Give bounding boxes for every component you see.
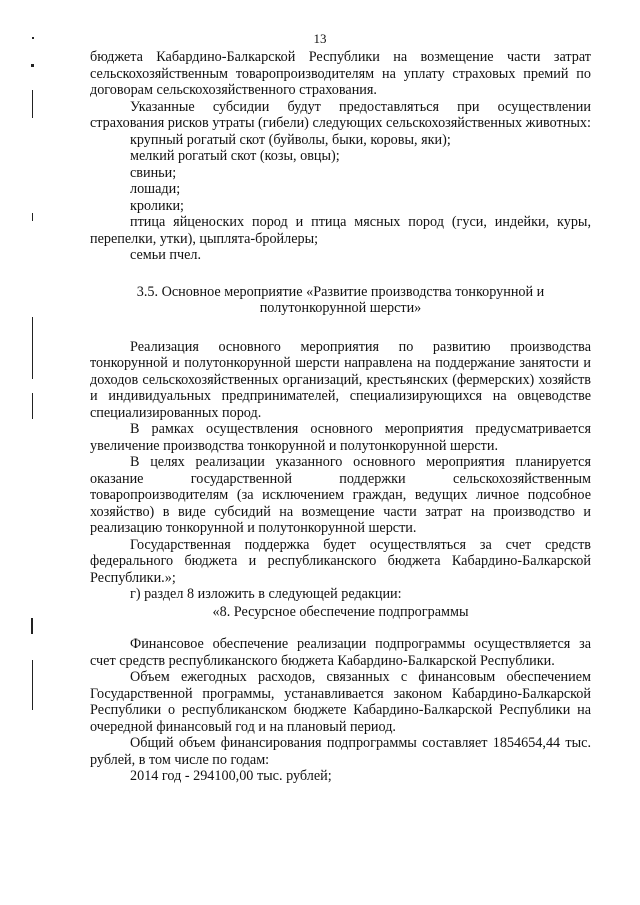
paragraph: Общий объем финансирования подпрограммы составляет 1854654,44 тыс. рублей, в том числе по годам:	[90, 735, 591, 768]
paragraph: В рамках осуществления основного мероприятия предусматривается увеличение производства тонкорунной и полутонкорунной шерсти.	[90, 421, 591, 454]
document-body	[90, 49, 591, 785]
scan-mark	[32, 393, 33, 419]
paragraph: В целях реализации указанного основного мероприятия планируется оказание государственной поддержки сельскохозяйственным товаропроизводителям (за исключением граждан, ведущих личное подсобное хозяйство) в виде субсидий на возмещение части затрат на производство и реализацию тонкорунной и полутонкорунной шерсти.	[90, 454, 591, 536]
scan-mark	[31, 618, 33, 634]
list-item: кролики;	[130, 197, 184, 214]
paragraph: Финансовое обеспечение реализации подпрограммы осуществляется за счет средств республиканского бюджета Кабардино-Балкарской Республики.	[90, 636, 591, 669]
scan-mark	[32, 317, 33, 379]
list-item: семьи пчел.	[130, 247, 202, 263]
paragraph: Реализация основного мероприятия по развитию производства тонкорунной и полутонкорунной шерсти направлена на поддержание занятости и доходов сельскохозяйственных организаций, крестьянских (фермерских) хозяйств и индивидуальных предпринимателей, специализирующихся на овцеводстве специализированных пород.	[90, 338, 591, 421]
list-item: птица яйценоских пород и птица мясных пород (гуси, индейки, куры, перепелки, утки), цыплята-бройлеры;	[90, 214, 591, 247]
paragraph: бюджета Кабардино-Балкарской Республики на возмещение части затрат сельскохозяйственным товаропроизводителям на уплату страховых премий по договорам сельскохозяйственного страхования.	[90, 49, 591, 98]
scan-mark	[32, 660, 33, 710]
paragraph: Указанные субсидии будут предоставляться при осуществлении страхования рисков утраты (гибели) следующих сельскохозяйственных животных:	[90, 98, 591, 131]
scan-mark	[32, 90, 33, 118]
paragraph: г) раздел 8 изложить в следующей редакции:	[130, 586, 402, 602]
list-item: лошади;	[130, 181, 181, 197]
scan-mark	[32, 37, 34, 39]
scan-mark	[32, 213, 33, 221]
paragraph: Объем ежегодных расходов, связанных с финансовым обеспечением Государственной программы, устанавливается законом Кабардино-Балкарской Республики о республиканском бюджете Кабардино-Балкарской Республики на очередной финансовый год и на плановый период.	[90, 669, 591, 735]
list-item: крупный рогатый скот (буйволы, быки, коровы, яки);	[130, 131, 451, 148]
scan-mark	[31, 64, 34, 67]
paragraph: 2014 год - 294100,00 тыс. рублей;	[130, 768, 332, 784]
list-item: свиньи;	[130, 164, 177, 181]
list-item: мелкий рогатый скот (козы, овцы);	[130, 148, 340, 164]
paragraph: Государственная поддержка будет осуществляться за счет средств федерального бюджета и республиканского бюджета Кабардино-Балкарской Республики.»;	[90, 536, 591, 586]
section-heading: 3.5. Основное мероприятие «Развитие производства тонкорунной и полутонкорунной шерсти»	[136, 283, 545, 316]
resource-heading: «8. Ресурсное обеспечение подпрограммы	[212, 603, 469, 620]
page-number: 13	[313, 31, 327, 46]
